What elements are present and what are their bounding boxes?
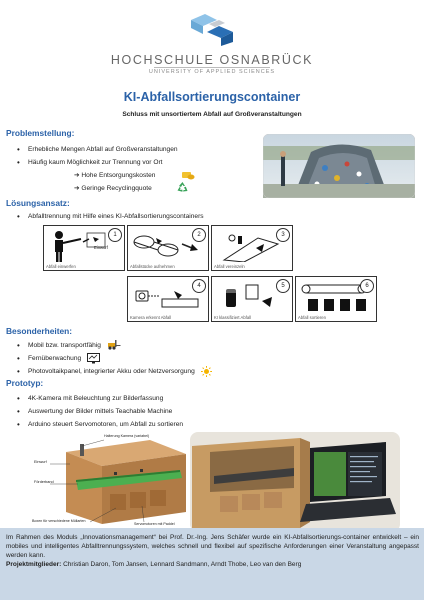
solution-heading: Lösungsansatz: (6, 198, 70, 208)
belt-label: Förderband (34, 480, 54, 484)
step-number: 3 (276, 228, 290, 242)
sun-icon (201, 366, 212, 377)
process-step-2 (127, 225, 209, 271)
footer-description: Im Rahmen des Moduls „Innovationsmanagement“ bei Prof. Dr.-Ing. Jens Schäfer wurde ein KI-Abfallsortierungs-container entwickelt – ein mobiles und intelligentes Abfalltrennungssystem, welches schnell und flexibel auf spezifische Anforderungen einer Veranstaltung angepasst werden kann. (6, 534, 419, 559)
poster-subtitle: Schluss mit unsortiertem Abfall auf Großveranstaltungen (122, 111, 302, 118)
consequence-item: ➔ Geringe Recyclingquote (74, 185, 152, 192)
university-logo (189, 12, 235, 46)
inlet-label: Einwurf (34, 460, 47, 464)
university-divider (154, 67, 270, 68)
poster-title: KI-Abfallsortierungscontainer (123, 90, 301, 104)
separation-belt-icon (218, 230, 284, 262)
step-number: 5 (276, 279, 290, 293)
step-number: 1 (108, 228, 122, 242)
members-label: Projektmitglieder: (6, 561, 62, 568)
prototype-photo (190, 432, 400, 532)
step-caption: KI klassifiziert Abfall (214, 315, 252, 320)
list-item: • Erhebliche Mengen Abfall auf Großveranstaltungen (16, 143, 178, 156)
step-number: 6 (360, 279, 374, 293)
list-item: • Mobil bzw. transportfähig (16, 339, 212, 352)
camera-mount-label: Halterung Kamera (variabel) (104, 434, 150, 438)
university-name: HOCHSCHULE OSNABRÜCK (110, 53, 314, 67)
list-item: • Abfalltrennung mit Hilfe eines KI-Abfallsortierungscontainers (16, 210, 204, 223)
solution-list (16, 210, 204, 223)
step-number: 4 (192, 279, 206, 293)
problem-heading: Problemstellung: (6, 128, 75, 138)
list-item: • 4K-Kamera mit Beleuchtung zur Bilderfassung (16, 392, 183, 405)
process-step-5 (211, 276, 293, 322)
step-caption: Abfall einwerfen (46, 264, 76, 269)
inlet-label: Einwurf (94, 245, 108, 250)
list-item: • Häufig kaum Möglichkeit zur Trennung vor Ort (16, 156, 178, 169)
boxes-label: Boxen für verschiedene Müllarten (32, 519, 86, 523)
prototype-list (16, 392, 183, 431)
features-list (16, 339, 212, 378)
process-step-3 (211, 225, 293, 271)
problem-list (16, 143, 178, 169)
step-caption: Abfall vereinzeln (214, 264, 245, 269)
features-heading: Besonderheiten: (6, 326, 73, 336)
ai-classify-icon (218, 281, 284, 313)
list-item: • Arduino steuert Servomotoren, um Abfall zu sortieren (16, 418, 183, 431)
consequence-item: ➔ Hohe Entsorgungskosten (74, 172, 156, 179)
coins-icon (181, 170, 195, 181)
process-step-1 (43, 225, 125, 271)
process-step-4 (127, 276, 209, 322)
recycle-icon (176, 181, 189, 193)
festival-waste-photo (263, 134, 415, 198)
step-number: 2 (192, 228, 206, 242)
project-members (6, 560, 419, 569)
prototype-cad-diagram (30, 432, 194, 528)
step-caption: Kamera erkennt Abfall (130, 315, 172, 320)
prototype-heading: Prototyp: (6, 378, 44, 388)
list-item: • Photovoltaikpanel, integrierter Akku oder Netzversorgung (16, 365, 212, 378)
servos-label: Servomotoren mit Paddel (134, 522, 175, 526)
camera-detect-icon (134, 283, 200, 313)
forklift-icon (107, 340, 121, 350)
monitor-icon (87, 353, 100, 364)
list-item: • Auswertung der Bilder mittels Teachable Machine (16, 405, 183, 418)
step-caption: Abfallstücke aufnehmen (130, 264, 175, 269)
arrow-icon: ➔ (74, 185, 80, 192)
step-caption: Abfall sortieren (298, 315, 326, 320)
list-item: • Fernüberwachung (16, 352, 212, 365)
process-step-6 (295, 276, 377, 322)
arrow-icon: ➔ (74, 172, 80, 179)
university-subtitle: UNIVERSITY OF APPLIED SCIENCES (148, 69, 276, 75)
members-names: Christian Daron, Tom Jansen, Lennard Sandmann, Arndt Thobe, Leo van den Berg (63, 561, 302, 568)
